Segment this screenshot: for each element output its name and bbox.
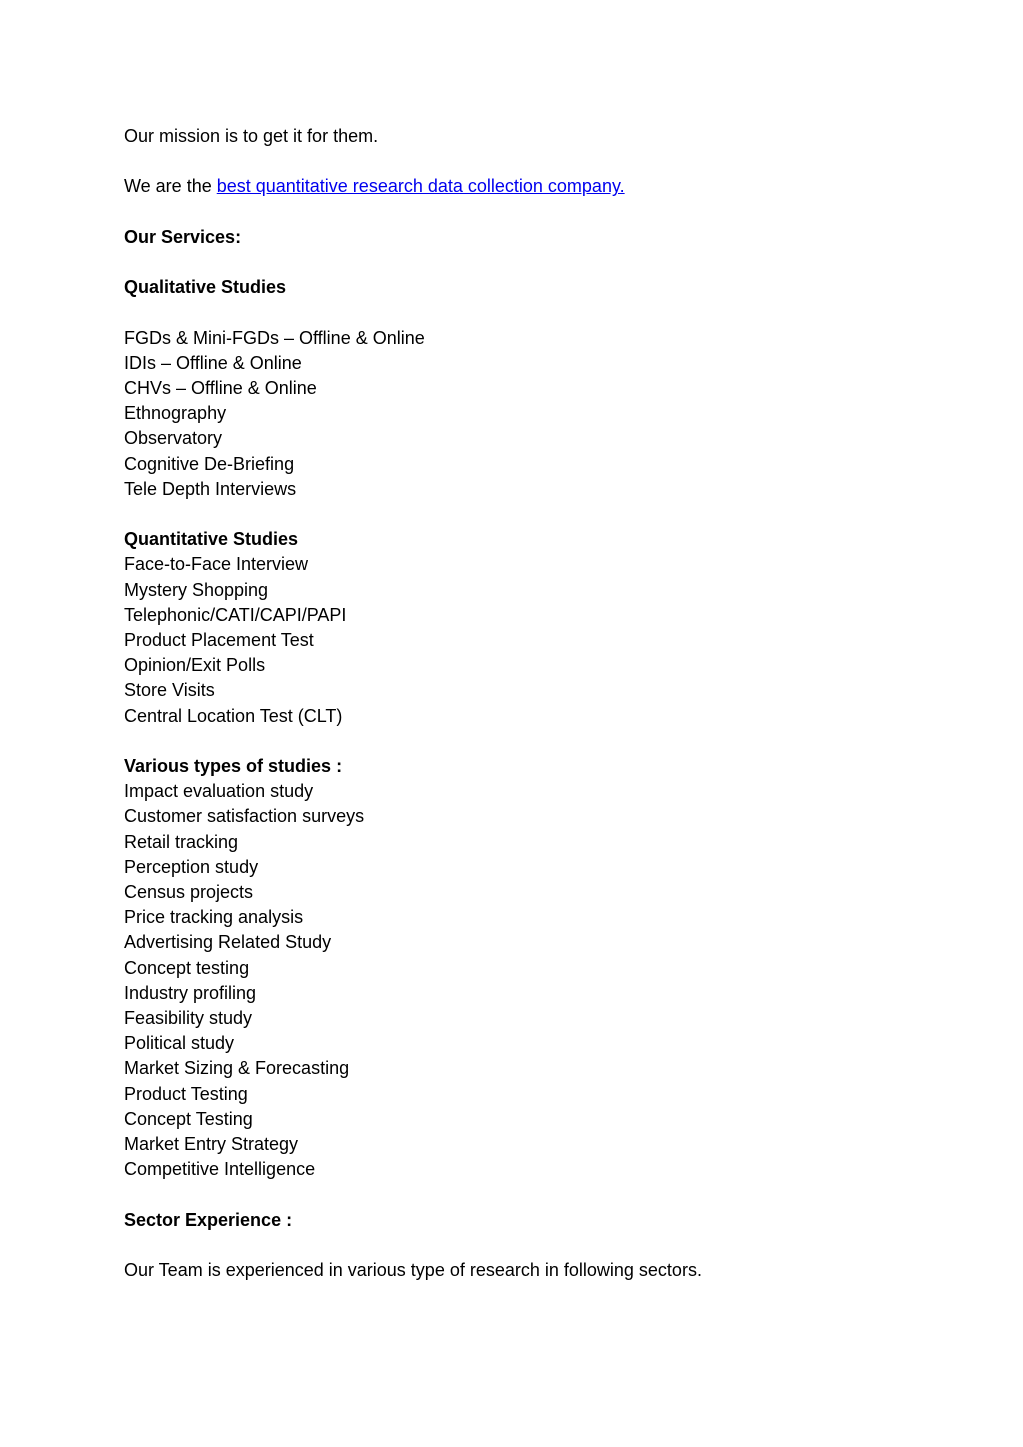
list-item: Tele Depth Interviews (124, 478, 297, 499)
spacer (124, 1233, 904, 1258)
quantitative-list (124, 552, 904, 728)
list-item: Mystery Shopping (124, 579, 269, 600)
spacer (124, 502, 904, 527)
list-item: Feasibility study (124, 1008, 253, 1029)
list-item: Impact evaluation study (124, 781, 314, 802)
spacer (124, 1182, 904, 1207)
intro-paragraph (124, 174, 904, 199)
list-item: Observatory (124, 428, 223, 449)
sector-heading: Sector Experience : (124, 1209, 293, 1230)
list-item: Opinion/Exit Polls (124, 655, 266, 676)
document-page (124, 124, 904, 1283)
mission-statement: Our mission is to get it for them. (124, 126, 379, 146)
list-item: Product Testing (124, 1083, 248, 1104)
list-item: Price tracking analysis (124, 907, 304, 928)
list-item: Concept Testing (124, 1108, 253, 1129)
list-item: Face-to-Face Interview (124, 554, 309, 575)
list-item: Ethnography (124, 403, 227, 424)
spacer (124, 149, 904, 174)
list-item: Retail tracking (124, 831, 239, 852)
list-item: Perception study (124, 856, 259, 877)
various-studies-list (124, 779, 904, 1182)
spacer (124, 200, 904, 225)
list-item: Product Placement Test (124, 629, 314, 650)
qualitative-list (124, 326, 904, 502)
quantitative-heading: Quantitative Studies (124, 529, 299, 550)
list-item: Market Entry Strategy (124, 1134, 299, 1155)
list-item: Political study (124, 1033, 235, 1054)
list-item: Telephonic/CATI/CAPI/PAPI (124, 604, 347, 625)
list-item: Industry profiling (124, 982, 257, 1003)
list-item: Store Visits (124, 680, 215, 701)
spacer (124, 300, 904, 325)
list-item: Market Sizing & Forecasting (124, 1058, 350, 1079)
list-item: CHVs – Offline & Online (124, 377, 317, 398)
intro-prefix: We are the (124, 176, 217, 197)
spacer (124, 250, 904, 275)
qualitative-heading: Qualitative Studies (124, 277, 287, 298)
various-studies-heading: Various types of studies : (124, 755, 343, 776)
company-link[interactable]: best quantitative research data collection company. (216, 176, 625, 197)
sector-text: Our Team is experienced in various type of research in following sectors. (124, 1260, 702, 1281)
list-item: Central Location Test (CLT) (124, 705, 343, 726)
list-item: IDIs – Offline & Online (124, 352, 302, 373)
services-heading: Our Services: (124, 226, 242, 247)
list-item: FGDs & Mini-FGDs – Offline & Online (124, 327, 425, 348)
list-item: Concept testing (124, 957, 250, 978)
list-item: Cognitive De-Briefing (124, 453, 295, 474)
list-item: Census projects (124, 882, 254, 902)
list-item: Competitive Intelligence (124, 1159, 316, 1180)
list-item: Advertising Related Study (124, 932, 332, 953)
spacer (124, 729, 904, 754)
list-item: Customer satisfaction surveys (124, 806, 365, 827)
